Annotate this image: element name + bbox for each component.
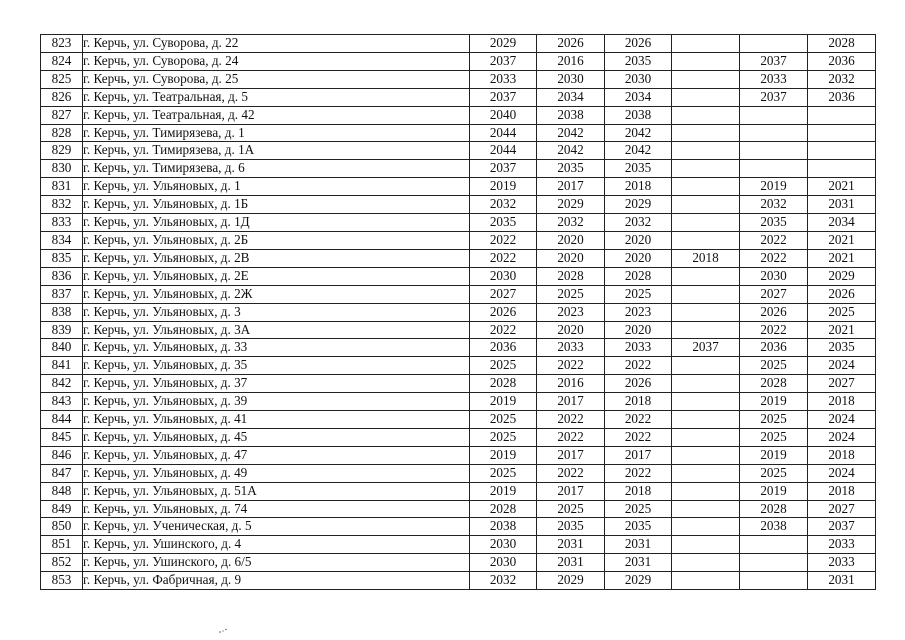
year-cell-1: 2025 — [470, 357, 537, 375]
year-cell-5: 2038 — [740, 518, 808, 536]
year-cell-4 — [672, 482, 740, 500]
year-cell-2: 2017 — [537, 178, 605, 196]
table-row — [41, 482, 876, 500]
year-cell-5: 2026 — [740, 303, 808, 321]
year-cell-1: 2033 — [470, 70, 537, 88]
address-cell: г. Керчь, ул. Ульяновых, д. 1 — [83, 178, 470, 196]
year-cell-4 — [672, 231, 740, 249]
year-cell-5 — [740, 142, 808, 160]
year-cell-1: 2044 — [470, 142, 537, 160]
year-cell-2: 2035 — [537, 160, 605, 178]
row-number-cell: 838 — [41, 303, 83, 321]
year-cell-4 — [672, 160, 740, 178]
year-cell-4 — [672, 35, 740, 53]
year-cell-1: 2030 — [470, 267, 537, 285]
table-row — [41, 357, 876, 375]
row-number-cell: 829 — [41, 142, 83, 160]
year-cell-1: 2038 — [470, 518, 537, 536]
year-cell-2: 2022 — [537, 428, 605, 446]
year-cell-6: 2021 — [808, 321, 876, 339]
table-row — [41, 214, 876, 232]
year-cell-1: 2022 — [470, 249, 537, 267]
year-cell-2: 2020 — [537, 249, 605, 267]
year-cell-3: 2017 — [605, 446, 672, 464]
year-cell-4 — [672, 214, 740, 232]
row-number-cell: 841 — [41, 357, 83, 375]
address-cell: г. Керчь, ул. Ульяновых, д. 51А — [83, 482, 470, 500]
year-cell-3: 2020 — [605, 249, 672, 267]
year-cell-1: 2019 — [470, 446, 537, 464]
year-cell-1: 2022 — [470, 321, 537, 339]
scan-speck — [218, 628, 228, 634]
year-cell-4 — [672, 321, 740, 339]
table-row — [41, 303, 876, 321]
address-cell: г. Керчь, ул. Ульяновых, д. 2Б — [83, 231, 470, 249]
year-cell-6: 2036 — [808, 52, 876, 70]
address-cell: г. Керчь, ул. Театральная, д. 42 — [83, 106, 470, 124]
address-cell: г. Керчь, ул. Ульяновых, д. 3А — [83, 321, 470, 339]
year-cell-1: 2028 — [470, 375, 537, 393]
row-number-cell: 835 — [41, 249, 83, 267]
address-cell: г. Керчь, ул. Ульяновых, д. 1Б — [83, 196, 470, 214]
year-cell-1: 2040 — [470, 106, 537, 124]
year-cell-1: 2019 — [470, 482, 537, 500]
row-number-cell: 843 — [41, 393, 83, 411]
table-row — [41, 267, 876, 285]
year-cell-2: 2017 — [537, 446, 605, 464]
year-cell-3: 2035 — [605, 518, 672, 536]
address-cell: г. Керчь, ул. Ульяновых, д. 37 — [83, 375, 470, 393]
year-cell-2: 2035 — [537, 518, 605, 536]
year-cell-1: 2037 — [470, 160, 537, 178]
year-cell-2: 2025 — [537, 285, 605, 303]
year-cell-4 — [672, 500, 740, 518]
year-cell-3: 2025 — [605, 500, 672, 518]
year-cell-5 — [740, 160, 808, 178]
year-cell-4 — [672, 464, 740, 482]
row-number-cell: 844 — [41, 411, 83, 429]
year-cell-3: 2029 — [605, 196, 672, 214]
year-cell-2: 2023 — [537, 303, 605, 321]
table-row — [41, 88, 876, 106]
year-cell-3: 2035 — [605, 160, 672, 178]
row-number-cell: 825 — [41, 70, 83, 88]
year-cell-2: 2031 — [537, 536, 605, 554]
year-cell-2: 2029 — [537, 196, 605, 214]
year-cell-6: 2035 — [808, 339, 876, 357]
row-number-cell: 828 — [41, 124, 83, 142]
year-cell-5: 2025 — [740, 464, 808, 482]
row-number-cell: 834 — [41, 231, 83, 249]
year-cell-3: 2018 — [605, 178, 672, 196]
year-cell-5: 2019 — [740, 482, 808, 500]
year-cell-2: 2025 — [537, 500, 605, 518]
year-cell-1: 2037 — [470, 52, 537, 70]
year-cell-5: 2022 — [740, 231, 808, 249]
table-row — [41, 249, 876, 267]
row-number-cell: 831 — [41, 178, 83, 196]
year-cell-4 — [672, 106, 740, 124]
year-cell-5: 2036 — [740, 339, 808, 357]
year-cell-3: 2031 — [605, 554, 672, 572]
year-cell-5: 2028 — [740, 500, 808, 518]
year-cell-3: 2035 — [605, 52, 672, 70]
row-number-cell: 840 — [41, 339, 83, 357]
table-row — [41, 52, 876, 70]
table-row — [41, 500, 876, 518]
address-cell: г. Керчь, ул. Ульяновых, д. 74 — [83, 500, 470, 518]
table-row — [41, 339, 876, 357]
year-cell-2: 2022 — [537, 357, 605, 375]
table-row — [41, 536, 876, 554]
year-cell-1: 2025 — [470, 428, 537, 446]
year-cell-6: 2031 — [808, 196, 876, 214]
year-cell-1: 2026 — [470, 303, 537, 321]
table-body — [41, 35, 876, 590]
row-number-cell: 827 — [41, 106, 83, 124]
year-cell-1: 2019 — [470, 178, 537, 196]
row-number-cell: 837 — [41, 285, 83, 303]
year-cell-5: 2022 — [740, 321, 808, 339]
year-cell-4 — [672, 70, 740, 88]
year-cell-6: 2032 — [808, 70, 876, 88]
year-cell-6: 2028 — [808, 35, 876, 53]
year-cell-5: 2025 — [740, 411, 808, 429]
year-cell-6 — [808, 124, 876, 142]
table-row — [41, 321, 876, 339]
year-cell-2: 2042 — [537, 124, 605, 142]
year-cell-2: 2029 — [537, 572, 605, 590]
year-cell-5: 2032 — [740, 196, 808, 214]
year-cell-3: 2022 — [605, 357, 672, 375]
year-cell-1: 2030 — [470, 536, 537, 554]
address-cell: г. Керчь, ул. Фабричная, д. 9 — [83, 572, 470, 590]
year-cell-6: 2027 — [808, 375, 876, 393]
row-number-cell: 833 — [41, 214, 83, 232]
year-cell-1: 2025 — [470, 464, 537, 482]
year-cell-2: 2042 — [537, 142, 605, 160]
year-cell-5 — [740, 35, 808, 53]
year-cell-3: 2028 — [605, 267, 672, 285]
year-cell-2: 2038 — [537, 106, 605, 124]
row-number-cell: 851 — [41, 536, 83, 554]
year-cell-3: 2025 — [605, 285, 672, 303]
year-cell-2: 2033 — [537, 339, 605, 357]
table-row — [41, 464, 876, 482]
year-cell-3: 2030 — [605, 70, 672, 88]
year-cell-1: 2032 — [470, 196, 537, 214]
year-cell-6: 2025 — [808, 303, 876, 321]
year-cell-6: 2021 — [808, 178, 876, 196]
year-cell-5: 2025 — [740, 357, 808, 375]
year-cell-4: 2018 — [672, 249, 740, 267]
year-cell-5: 2030 — [740, 267, 808, 285]
year-cell-6: 2036 — [808, 88, 876, 106]
year-cell-5: 2019 — [740, 393, 808, 411]
year-cell-4 — [672, 196, 740, 214]
address-cell: г. Керчь, ул. Ушинского, д. 6/5 — [83, 554, 470, 572]
address-cell: г. Керчь, ул. Ульяновых, д. 2В — [83, 249, 470, 267]
buildings-schedule-table — [40, 34, 876, 590]
table-row — [41, 446, 876, 464]
year-cell-3: 2020 — [605, 321, 672, 339]
year-cell-6 — [808, 106, 876, 124]
year-cell-2: 2026 — [537, 35, 605, 53]
year-cell-6: 2024 — [808, 428, 876, 446]
address-cell: г. Керчь, ул. Ученическая, д. 5 — [83, 518, 470, 536]
year-cell-6: 2024 — [808, 411, 876, 429]
year-cell-4 — [672, 267, 740, 285]
year-cell-4 — [672, 572, 740, 590]
table-row — [41, 124, 876, 142]
year-cell-1: 2035 — [470, 214, 537, 232]
address-cell: г. Керчь, ул. Ульяновых, д. 41 — [83, 411, 470, 429]
year-cell-2: 2020 — [537, 321, 605, 339]
row-number-cell: 848 — [41, 482, 83, 500]
year-cell-6: 2026 — [808, 285, 876, 303]
year-cell-2: 2017 — [537, 482, 605, 500]
table-row — [41, 428, 876, 446]
table-row — [41, 411, 876, 429]
table-row — [41, 518, 876, 536]
year-cell-3: 2042 — [605, 124, 672, 142]
address-cell: г. Керчь, ул. Тимирязева, д. 1А — [83, 142, 470, 160]
table-row — [41, 231, 876, 249]
row-number-cell: 823 — [41, 35, 83, 53]
address-cell: г. Керчь, ул. Ульяновых, д. 49 — [83, 464, 470, 482]
year-cell-3: 2020 — [605, 231, 672, 249]
year-cell-3: 2018 — [605, 482, 672, 500]
year-cell-4 — [672, 518, 740, 536]
year-cell-2: 2030 — [537, 70, 605, 88]
year-cell-3: 2029 — [605, 572, 672, 590]
address-cell: г. Керчь, ул. Ульяновых, д. 35 — [83, 357, 470, 375]
year-cell-3: 2026 — [605, 375, 672, 393]
address-cell: г. Керчь, ул. Суворова, д. 24 — [83, 52, 470, 70]
year-cell-3: 2032 — [605, 214, 672, 232]
year-cell-4 — [672, 88, 740, 106]
year-cell-5: 2019 — [740, 178, 808, 196]
row-number-cell: 849 — [41, 500, 83, 518]
row-number-cell: 847 — [41, 464, 83, 482]
row-number-cell: 826 — [41, 88, 83, 106]
row-number-cell: 850 — [41, 518, 83, 536]
year-cell-3: 2018 — [605, 393, 672, 411]
year-cell-4: 2037 — [672, 339, 740, 357]
year-cell-1: 2030 — [470, 554, 537, 572]
year-cell-5: 2027 — [740, 285, 808, 303]
row-number-cell: 853 — [41, 572, 83, 590]
address-cell: г. Керчь, ул. Ушинского, д. 4 — [83, 536, 470, 554]
year-cell-3: 2022 — [605, 464, 672, 482]
year-cell-5: 2025 — [740, 428, 808, 446]
address-cell: г. Керчь, ул. Ульяновых, д. 47 — [83, 446, 470, 464]
year-cell-5: 2033 — [740, 70, 808, 88]
year-cell-1: 2028 — [470, 500, 537, 518]
year-cell-5: 2022 — [740, 249, 808, 267]
year-cell-6: 2027 — [808, 500, 876, 518]
year-cell-6: 2021 — [808, 249, 876, 267]
row-number-cell: 830 — [41, 160, 83, 178]
table-row — [41, 285, 876, 303]
year-cell-3: 2042 — [605, 142, 672, 160]
year-cell-2: 2028 — [537, 267, 605, 285]
row-number-cell: 839 — [41, 321, 83, 339]
year-cell-3: 2038 — [605, 106, 672, 124]
address-cell: г. Керчь, ул. Ульяновых, д. 2Е — [83, 267, 470, 285]
table-row — [41, 70, 876, 88]
year-cell-6: 2018 — [808, 446, 876, 464]
year-cell-1: 2032 — [470, 572, 537, 590]
address-cell: г. Керчь, ул. Тимирязева, д. 1 — [83, 124, 470, 142]
row-number-cell: 846 — [41, 446, 83, 464]
year-cell-4 — [672, 285, 740, 303]
address-cell: г. Керчь, ул. Ульяновых, д. 45 — [83, 428, 470, 446]
year-cell-2: 2034 — [537, 88, 605, 106]
row-number-cell: 852 — [41, 554, 83, 572]
year-cell-2: 2016 — [537, 52, 605, 70]
address-cell: г. Керчь, ул. Ульяновых, д. 2Ж — [83, 285, 470, 303]
year-cell-4 — [672, 428, 740, 446]
year-cell-3: 2034 — [605, 88, 672, 106]
year-cell-2: 2016 — [537, 375, 605, 393]
year-cell-6: 2018 — [808, 393, 876, 411]
year-cell-4 — [672, 536, 740, 554]
address-cell: г. Керчь, ул. Ульяновых, д. 39 — [83, 393, 470, 411]
year-cell-6: 2024 — [808, 357, 876, 375]
year-cell-4 — [672, 124, 740, 142]
table-row — [41, 160, 876, 178]
year-cell-1: 2025 — [470, 411, 537, 429]
row-number-cell: 842 — [41, 375, 83, 393]
year-cell-3: 2026 — [605, 35, 672, 53]
year-cell-3: 2022 — [605, 428, 672, 446]
year-cell-4 — [672, 554, 740, 572]
row-number-cell: 824 — [41, 52, 83, 70]
table-row — [41, 375, 876, 393]
year-cell-6: 2031 — [808, 572, 876, 590]
year-cell-4 — [672, 303, 740, 321]
year-cell-1: 2022 — [470, 231, 537, 249]
row-number-cell: 845 — [41, 428, 83, 446]
year-cell-2: 2020 — [537, 231, 605, 249]
table-row — [41, 178, 876, 196]
year-cell-4 — [672, 142, 740, 160]
year-cell-1: 2027 — [470, 285, 537, 303]
year-cell-3: 2023 — [605, 303, 672, 321]
table-row — [41, 554, 876, 572]
year-cell-2: 2031 — [537, 554, 605, 572]
year-cell-1: 2044 — [470, 124, 537, 142]
table-row — [41, 35, 876, 53]
year-cell-4 — [672, 178, 740, 196]
year-cell-5: 2019 — [740, 446, 808, 464]
address-cell: г. Керчь, ул. Тимирязева, д. 6 — [83, 160, 470, 178]
year-cell-4 — [672, 446, 740, 464]
table-row — [41, 142, 876, 160]
year-cell-6: 2033 — [808, 536, 876, 554]
row-number-cell: 836 — [41, 267, 83, 285]
year-cell-5 — [740, 124, 808, 142]
year-cell-6: 2018 — [808, 482, 876, 500]
year-cell-2: 2022 — [537, 464, 605, 482]
year-cell-6: 2021 — [808, 231, 876, 249]
year-cell-1: 2029 — [470, 35, 537, 53]
address-cell: г. Керчь, ул. Ульяновых, д. 1Д — [83, 214, 470, 232]
table-row — [41, 106, 876, 124]
year-cell-3: 2033 — [605, 339, 672, 357]
year-cell-4 — [672, 375, 740, 393]
year-cell-6: 2033 — [808, 554, 876, 572]
address-cell: г. Керчь, ул. Суворова, д. 25 — [83, 70, 470, 88]
year-cell-4 — [672, 357, 740, 375]
table-row — [41, 393, 876, 411]
year-cell-6: 2029 — [808, 267, 876, 285]
year-cell-5: 2037 — [740, 52, 808, 70]
year-cell-4 — [672, 52, 740, 70]
year-cell-3: 2031 — [605, 536, 672, 554]
year-cell-5: 2037 — [740, 88, 808, 106]
document-page — [40, 34, 875, 590]
year-cell-4 — [672, 393, 740, 411]
year-cell-2: 2022 — [537, 411, 605, 429]
year-cell-5 — [740, 554, 808, 572]
year-cell-5 — [740, 572, 808, 590]
year-cell-6 — [808, 160, 876, 178]
year-cell-6: 2024 — [808, 464, 876, 482]
table-row — [41, 572, 876, 590]
address-cell: г. Керчь, ул. Суворова, д. 22 — [83, 35, 470, 53]
year-cell-4 — [672, 411, 740, 429]
year-cell-2: 2017 — [537, 393, 605, 411]
address-cell: г. Керчь, ул. Театральная, д. 5 — [83, 88, 470, 106]
year-cell-5 — [740, 106, 808, 124]
year-cell-1: 2037 — [470, 88, 537, 106]
year-cell-3: 2022 — [605, 411, 672, 429]
year-cell-5: 2028 — [740, 375, 808, 393]
year-cell-2: 2032 — [537, 214, 605, 232]
year-cell-5 — [740, 536, 808, 554]
year-cell-1: 2036 — [470, 339, 537, 357]
address-cell: г. Керчь, ул. Ульяновых, д. 3 — [83, 303, 470, 321]
year-cell-5: 2035 — [740, 214, 808, 232]
address-cell: г. Керчь, ул. Ульяновых, д. 33 — [83, 339, 470, 357]
year-cell-1: 2019 — [470, 393, 537, 411]
year-cell-6 — [808, 142, 876, 160]
row-number-cell: 832 — [41, 196, 83, 214]
year-cell-6: 2034 — [808, 214, 876, 232]
table-row — [41, 196, 876, 214]
year-cell-6: 2037 — [808, 518, 876, 536]
